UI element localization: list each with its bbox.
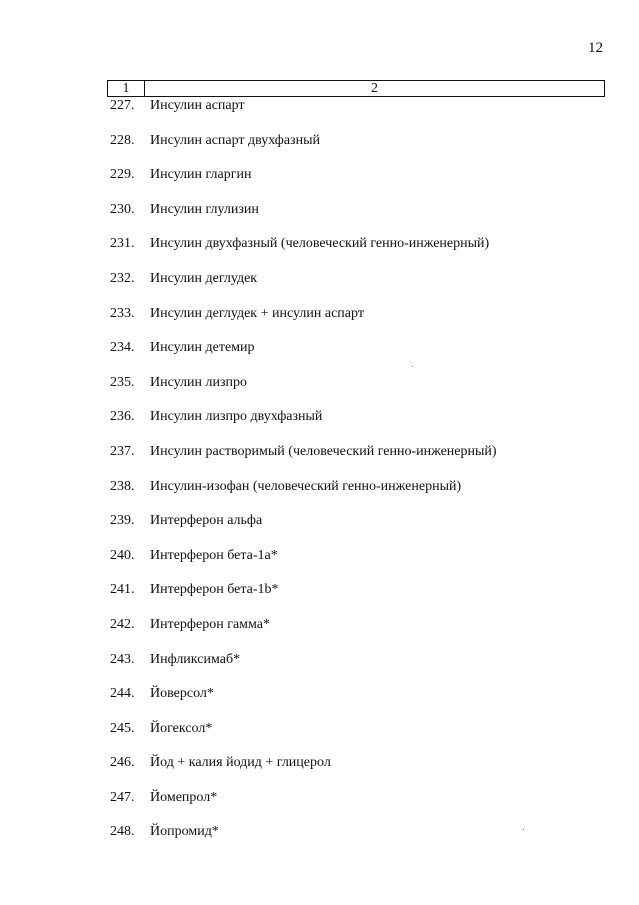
entry-number: 228. [110,132,135,148]
list-item [110,789,610,824]
entry-name: Инсулин глулизин [150,201,259,217]
list-item [110,97,610,132]
entry-name: Интерферон бета-1b* [150,582,279,598]
entry-number: 242. [110,616,135,632]
entry-name: Инсулин гларгин [150,167,252,183]
list-item [110,201,610,236]
list-item [110,132,610,167]
entry-number: 241. [110,582,135,598]
entry-name: Инсулин детемир [150,340,255,356]
entry-name: Инсулин лизпро [150,374,247,390]
entry-number: 240. [110,547,135,563]
entry-number: 233. [110,305,135,321]
entry-name: Йод + калия йодид + глицерол [150,755,331,771]
column-header-2: 2 [371,81,378,96]
list-item [110,616,610,651]
entry-name: Инсулин аспарт [150,98,245,113]
entry-number: 237. [110,443,135,459]
entry-number: 230. [110,201,135,217]
entry-number: 247. [110,789,135,805]
scan-speck [523,829,524,830]
entry-number: 229. [110,167,135,183]
list-item [110,478,610,513]
entry-number: 238. [110,478,135,494]
entry-name: Йопромид* [150,824,219,840]
list-item [110,270,610,305]
list-item [110,512,610,547]
entry-name: Интерферон альфа [150,513,263,529]
entry-name: Инсулин лизпро двухфазный [150,409,323,425]
entry-name: Интерферон бета-1a* [150,547,278,563]
entry-number: 246. [110,755,135,771]
list-item [110,339,610,374]
list-item [110,685,610,720]
list-item [110,581,610,616]
entry-name: Инфликсимаб* [150,651,241,667]
list-item [110,305,610,340]
table-header [107,80,605,97]
entry-name: Йомепрол* [150,789,218,805]
entry-number: 243. [110,651,135,667]
entry-name: Инсулин аспарт двухфазный [150,132,320,148]
entry-number: 227. [110,98,135,113]
column-header-1: 1 [108,81,145,96]
list-item [110,720,610,755]
entry-name: Инсулин растворимый (человеческий генно-инженерный) [150,443,497,459]
entry-name: Инсулин двухфазный (человеческий генно-инженерный) [150,236,490,252]
list-item [110,374,610,409]
entry-number: 234. [110,340,135,356]
list-item [110,408,610,443]
entry-name: Инсулин-изофан (человеческий генно-инженерный) [150,478,462,494]
entry-number: 239. [110,513,135,529]
entry-number: 235. [110,374,135,390]
list-item [110,166,610,201]
entry-name: Инсулин деглудек + инсулин аспарт [150,305,364,321]
page-number: 12 [588,40,603,56]
entry-number: 248. [110,824,135,840]
entry-name: Йоверсол* [150,686,214,702]
list-item [110,651,610,686]
entry-name: Инсулин деглудек [150,270,258,286]
entry-number: 236. [110,409,135,425]
entry-number: 232. [110,270,135,286]
list-item [110,547,610,582]
scan-speck [412,366,413,367]
entry-name: Интерферон гамма* [150,616,271,632]
entry-number: 244. [110,686,135,702]
list-item [110,443,610,478]
list-item [110,235,610,270]
entry-number: 245. [110,720,135,736]
entry-list [110,97,610,858]
entry-number: 231. [110,236,135,252]
list-item [110,823,610,858]
list-item [110,754,610,789]
entry-name: Йогексол* [150,720,213,736]
